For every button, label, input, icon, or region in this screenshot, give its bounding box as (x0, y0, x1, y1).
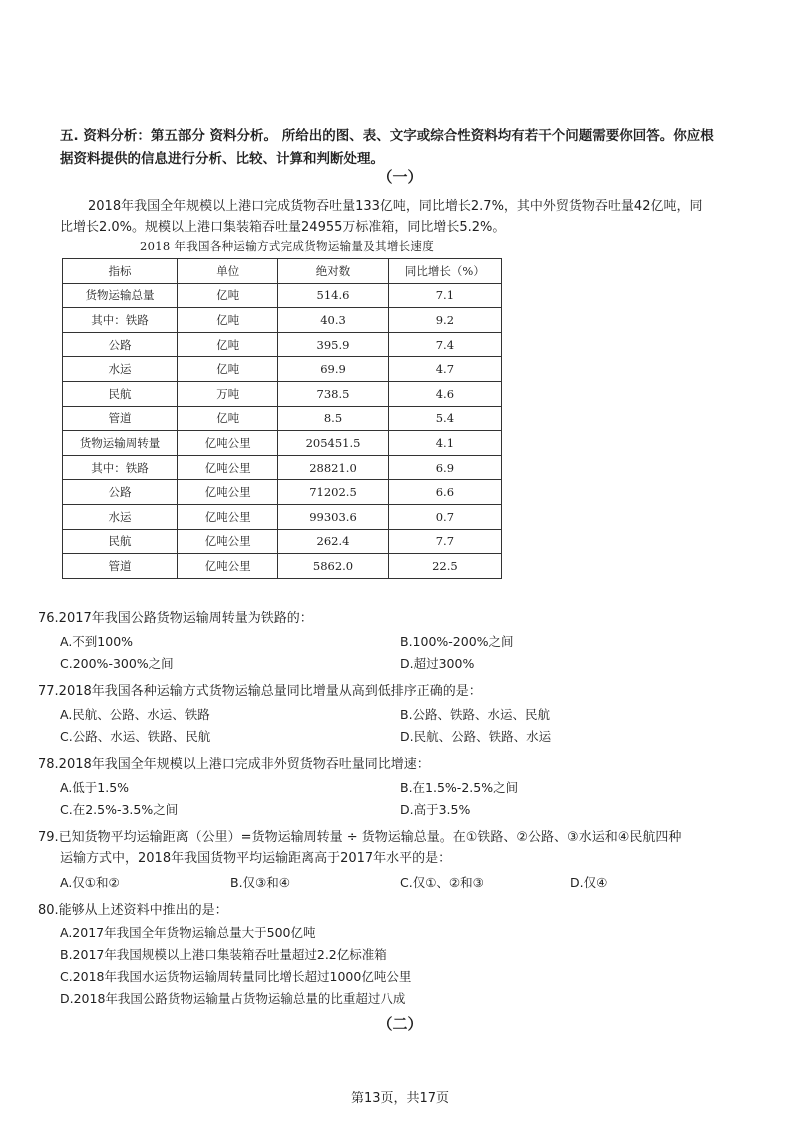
intro-line-2: 比增长2.0%。规模以上港口集装箱吞吐量24955万标准箱，同比增长5.2%。 (60, 220, 506, 235)
cell-unit: 亿吨公里 (178, 455, 278, 480)
cell-growth: 5.4 (388, 406, 501, 431)
q80-option-d[interactable]: D.2018年我国公路货物运输量占货物运输总量的比重超过八成 (60, 991, 406, 1006)
cell-growth: 7.1 (388, 283, 501, 308)
q76-option-c[interactable]: C.200%-300%之间 (60, 656, 174, 671)
cell-indicator: 管道 (63, 554, 178, 579)
q80-option-b[interactable]: B.2017年我国规模以上港口集装箱吞吐量超过2.2亿标准箱 (60, 947, 387, 962)
q77-option-c[interactable]: C.公路、水运、铁路、民航 (60, 729, 211, 744)
part-title-2: （二） (377, 1015, 423, 1033)
table-row (63, 431, 502, 456)
cell-unit: 亿吨公里 (178, 431, 278, 456)
cell-unit: 亿吨公里 (178, 504, 278, 529)
cell-unit: 亿吨公里 (178, 554, 278, 579)
cell-indicator: 民航 (63, 381, 178, 406)
q77-option-d[interactable]: D.民航、公路、铁路、水运 (400, 729, 552, 744)
cell-growth: 7.4 (388, 332, 501, 357)
table-row (63, 308, 502, 333)
table-header-row (63, 259, 502, 284)
cell-unit: 亿吨 (178, 332, 278, 357)
header-indicator: 指标 (63, 259, 178, 284)
table-row (63, 357, 502, 382)
cell-absolute: 8.5 (278, 406, 388, 431)
q79-stem-line1: 79.已知货物平均运输距离（公里）=货物运输周转量 ÷ 货物运输总量。在①铁路、②公路、③水运和④民航四种 (38, 830, 682, 845)
cell-indicator: 货物运输周转量 (63, 431, 178, 456)
q78-option-d[interactable]: D.高于3.5% (400, 802, 471, 817)
q78-option-a[interactable]: A.低于1.5% (60, 780, 130, 795)
q79-option-b[interactable]: B.仅③和④ (230, 875, 290, 890)
table-caption: 2018 年我国各种运输方式完成货物运输量及其增长速度 (140, 239, 435, 253)
header-unit: 单位 (178, 259, 278, 284)
table-row (63, 480, 502, 505)
header-growth: 同比增长（%） (388, 259, 501, 284)
cell-absolute: 395.9 (278, 332, 388, 357)
q80-option-c[interactable]: C.2018年我国水运货物运输周转量同比增长超过1000亿吨公里 (60, 969, 412, 984)
freight-table (62, 258, 502, 579)
cell-indicator: 其中：铁路 (63, 308, 178, 333)
cell-absolute: 40.3 (278, 308, 388, 333)
cell-absolute: 99303.6 (278, 504, 388, 529)
table-row (63, 406, 502, 431)
cell-growth: 9.2 (388, 308, 501, 333)
cell-absolute: 71202.5 (278, 480, 388, 505)
table-row (63, 529, 502, 554)
cell-indicator: 管道 (63, 406, 178, 431)
q78-option-b[interactable]: B.在1.5%-2.5%之间 (400, 780, 519, 795)
cell-indicator: 货物运输总量 (63, 283, 178, 308)
cell-growth: 4.6 (388, 381, 501, 406)
q79-option-d[interactable]: D.仅④ (570, 875, 608, 890)
cell-growth: 6.6 (388, 480, 501, 505)
cell-unit: 亿吨 (178, 406, 278, 431)
table-row (63, 504, 502, 529)
q77-stem: 77.2018年我国各种运输方式货物运输总量同比增量从高到低排序正确的是： (38, 684, 482, 699)
q79-option-c[interactable]: C.仅①、②和③ (400, 875, 484, 890)
q77-option-a[interactable]: A.民航、公路、水运、铁路 (60, 707, 210, 722)
cell-unit: 亿吨公里 (178, 480, 278, 505)
cell-growth: 6.9 (388, 455, 501, 480)
cell-indicator: 水运 (63, 504, 178, 529)
table-row (63, 381, 502, 406)
q80-stem: 80.能够从上述资料中推出的是： (38, 903, 228, 918)
cell-absolute: 205451.5 (278, 431, 388, 456)
part-title-1: （一） (377, 168, 423, 186)
cell-absolute: 69.9 (278, 357, 388, 382)
table-row (63, 455, 502, 480)
cell-indicator: 民航 (63, 529, 178, 554)
header-absolute: 绝对数 (278, 259, 388, 284)
q78-stem: 78.2018年我国全年规模以上港口完成非外贸货物吞吐量同比增速： (38, 757, 430, 772)
q76-stem: 76.2017年我国公路货物运输周转量为铁路的： (38, 611, 313, 626)
cell-unit: 亿吨公里 (178, 529, 278, 554)
cell-absolute: 28821.0 (278, 455, 388, 480)
cell-growth: 4.7 (388, 357, 501, 382)
intro-line-1: 2018年我国全年规模以上港口完成货物吞吐量133亿吨，同比增长2.7%，其中外贸货物吞吐量42亿吨，同 (88, 199, 703, 214)
cell-unit: 亿吨 (178, 283, 278, 308)
q76-option-d[interactable]: D.超过300% (400, 656, 475, 671)
cell-indicator: 公路 (63, 480, 178, 505)
cell-absolute: 262.4 (278, 529, 388, 554)
q77-option-b[interactable]: B.公路、铁路、水运、民航 (400, 707, 551, 722)
table-row (63, 283, 502, 308)
cell-absolute: 5862.0 (278, 554, 388, 579)
section-heading-line1: 五. 资料分析：第五部分 资料分析。 所给出的图、表、文字或综合性资料均有若干个问题需要你回答。你应根 (60, 128, 714, 144)
cell-absolute: 738.5 (278, 381, 388, 406)
cell-absolute: 514.6 (278, 283, 388, 308)
q76-option-a[interactable]: A.不到100% (60, 634, 134, 649)
cell-unit: 亿吨 (178, 308, 278, 333)
cell-indicator: 公路 (63, 332, 178, 357)
q79-option-a[interactable]: A.仅①和② (60, 875, 120, 890)
cell-growth: 7.7 (388, 529, 501, 554)
table-row (63, 332, 502, 357)
q76-option-b[interactable]: B.100%-200%之间 (400, 634, 514, 649)
cell-growth: 22.5 (388, 554, 501, 579)
q79-stem-line2: 运输方式中，2018年我国货物平均运输距离高于2017年水平的是： (60, 851, 452, 866)
table-row (63, 554, 502, 579)
cell-unit: 亿吨 (178, 357, 278, 382)
cell-unit: 万吨 (178, 381, 278, 406)
q78-option-c[interactable]: C.在2.5%-3.5%之间 (60, 802, 179, 817)
cell-growth: 0.7 (388, 504, 501, 529)
cell-indicator: 水运 (63, 357, 178, 382)
cell-indicator: 其中：铁路 (63, 455, 178, 480)
page-number: 第13页，共17页 (350, 1091, 450, 1106)
section-heading-line2: 据资料提供的信息进行分析、比较、计算和判断处理。 (60, 151, 384, 167)
q80-option-a[interactable]: A.2017年我国全年货物运输总量大于500亿吨 (60, 925, 316, 940)
cell-growth: 4.1 (388, 431, 501, 456)
